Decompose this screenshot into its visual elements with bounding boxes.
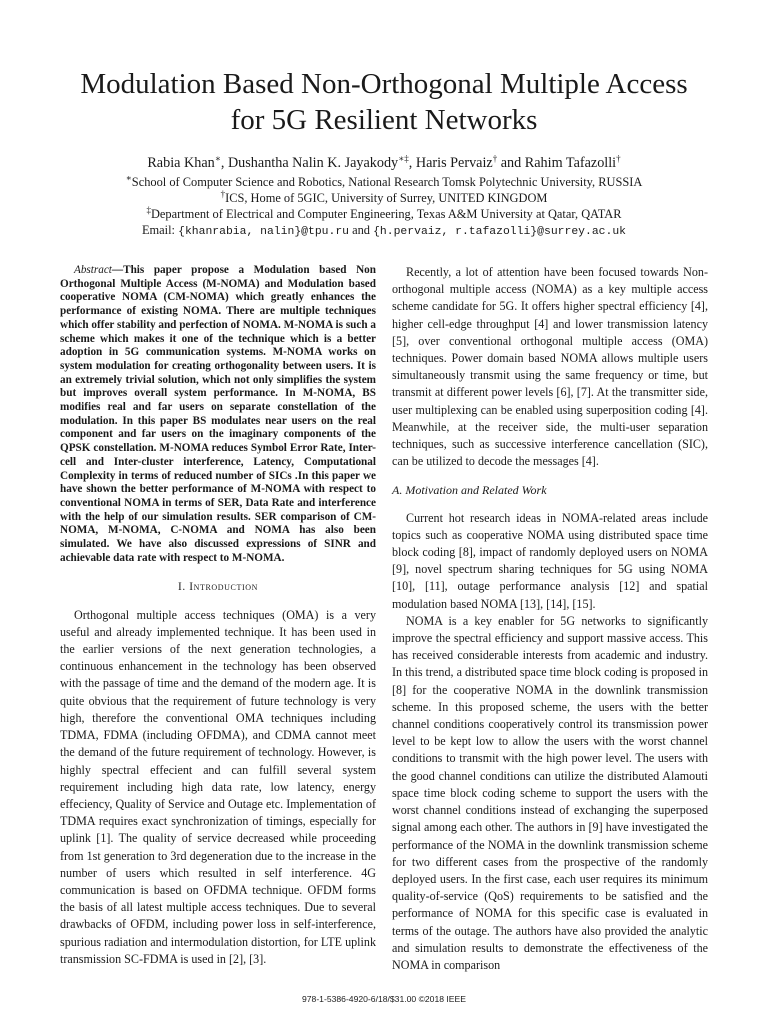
author-mark: † xyxy=(492,153,498,164)
subsection-heading-motivation: A. Motivation and Related Work xyxy=(392,483,547,498)
affiliation-mark: ‡ xyxy=(146,204,151,215)
body-paragraph: Current hot research ideas in NOMA-related areas include topics such as cooperative NOMA using distributed space time block coding [8], impact of randomly deployed users on NOMA [9], novel spectrum sharing techniques for 5G using NOMA [10], [11], outage performance analysis [12] and spatial modulation based NOMA [13], [14], [15]. xyxy=(392,510,708,611)
body-paragraph: Recently, a lot of attention have been focused towards Non-orthogonal multiple access (NOMA) as a key multiple access scheme candidate for 5G. It offers higher spectral efficiency [4], higher cell-edge throughput [4] and lower transmission latency [5], over conventional orthogonal multiple access (OMA) techniques. Power domain based NOMA allows multiple users simultaneously transmit using the same frequency or time, but transmit at different power levels [6], [7]. At the transmitter side, user multiplexing can be enabled using superposition coding [4]. Meanwhile, at the receiver side, the multi-user separation techniques, such as successive interference cancellation (SIC), can be utilized to decode the messages [4]. xyxy=(392,265,708,469)
author-separator: , xyxy=(220,155,228,171)
affiliation-1 xyxy=(40,174,728,190)
author-name: Rabia Khan xyxy=(147,155,215,171)
author-mark: ∗ xyxy=(214,153,221,164)
title-line-1: Modulation Based Non-Orthogonal Multiple Access xyxy=(80,68,688,100)
author-name: Dushantha Nalin K. Jayakody xyxy=(227,155,399,171)
section-heading-introduction: I. Introduction xyxy=(178,581,258,594)
email-label: Email: xyxy=(141,223,179,237)
affiliation-text: Department of Electrical and Computer Engineering, Texas A&M University at Qatar, QATAR xyxy=(150,207,622,221)
affiliation-text: School of Computer Science and Robotics, National Research Tomsk Polytechnic University, RUSSIA xyxy=(131,175,643,189)
body-paragraph: NOMA is a key enabler for 5G networks to significantly improve the spectral efficiency and support massive access. This has received considerable interests from academic and industry. In this trend, a distributed space time block coding is proposed in [8] for the cooperative NOMA in the downlink transmission scheme. In this proposed scheme, the users with the better channel conditions cooperatively control its transmission power level to be kept low to allow the users with the worst channel conditions to transmit with the high power level. The users with the good channel conditions can utilize the distributed Alamouti space time block coding scheme to support the users with the worst channel conditions instead of exchanging the superposed signal among each other. The authors in [9] have investigated the performance of the NOMA in the downlink transmission scheme for two different cases from the prospective of the randomly deployed users. In the first case, each user requires its minimum quality-of-service (QoS) requirements to be satisfied and the performance of NOMA for this specific case is evaluated in terms of the outage. The authors have also provided the analytic and simulation results to demonstrate the effectiveness of the NOMA in comparison xyxy=(392,613,708,972)
abstract-label: Abstract xyxy=(74,264,112,276)
title-line-2: for 5G Resilient Networks xyxy=(230,104,538,136)
paper-title xyxy=(40,66,728,138)
author-list xyxy=(40,154,728,172)
author-and: and xyxy=(497,155,525,171)
affiliation-text: ICS, Home of 5GIC, University of Surrey, UNITED KINGDOM xyxy=(225,191,548,205)
left-column xyxy=(60,264,376,968)
email-address[interactable]: {h.pervaiz, r.tafazolli}@surrey.ac.uk xyxy=(373,226,627,238)
email-address[interactable]: {khanrabia, nalin}@tpu.ru xyxy=(178,226,349,238)
affiliation-mark: ∗ xyxy=(125,172,132,183)
email-and: and xyxy=(349,223,374,237)
intro-paragraph: Orthogonal multiple access techniques (OMA) is a very useful and already implemented technique. It has been used in the earlier versions of the next generation technologies, a continuous enhancement in the technology has been observed with the passage of time and the demand of the modern age. It is quite obvious that the requirement of future technology is very high, therefore the conventional OMA techniques including TDMA, FDMA (including OFDMA), and CDMA cannot meet the demand of the future requirement of technology. However, is highly spectral effecient and can fulfill several system requirement including high data rate, low latency, energy effeciency, Quality of Service and Outage etc. Implementation of TDMA requires exact synchronization of timings, especially for uplink [1]. The quality of service decreased while proceeding from 1st generation to 3rd degeneration due to the increase in the number of users which resulted in self interference. 4G communication is based on OFDMA technique. OFDM forms the basis of all latest multiple access techniques. Due to several drawbacks of OFDM, including power loss in self-interference, spurious radiation and intermodulation distortion, for LTE uplink transmission SC-FDMA is used in [2], [3]. xyxy=(60,607,376,966)
author-name: Haris Pervaiz xyxy=(415,155,493,171)
author-separator: , xyxy=(408,155,416,171)
right-column xyxy=(392,264,708,974)
author-mark: † xyxy=(616,153,621,164)
author-mark: ∗‡ xyxy=(398,153,409,164)
abstract-text: —This paper propose a Modulation based Non Orthogonal Multiple Access (M-NOMA) and Modulation based cooperative NOMA (CM-NOMA) which greatly enhances the performance of existing NOMA. There are multiple techniques which offer stability and perfection of NOMA. M-NOMA is such a scheme which makes it one of the technique which is a better adoption in 5G communication systems. M-NOMA works on system modulation for creating orthogonality between users. It is an extremely trivial solution, which not only simplifies the system but improves overall system performance. In M-NOMA, BS modifies real and far users on separate constellation of the modulation. In this paper BS modulates near users on the real component and far users on the imaginary components of the QPSK constellation. M-NOMA reduces Symbol Error Rate, Inter-cell and Inter-cluster interference, Latency, Computational Complexity in terms of reduced number of SICs .In this paper we have shown the better performance of M-NOMA with respect to conventional NOMA in terms of SER, Data Rate and interference with the help of our simulation results. SER comparison of CM-NOMA, M-NOMA, C-NOMA and NOMA has also been simulated. We have also discussed expressions of SINR and achievable data rate with respect to M-NOMA. xyxy=(60,264,376,564)
email-line xyxy=(40,222,728,240)
affiliation-mark: † xyxy=(220,188,226,199)
copyright-footer: 978-1-5386-4920-6/18/$31.00 ©2018 IEEE xyxy=(301,994,466,1004)
affiliation-3 xyxy=(40,206,728,222)
affiliation-2 xyxy=(40,190,728,206)
author-name: Rahim Tafazolli xyxy=(524,155,617,171)
abstract xyxy=(60,264,376,565)
